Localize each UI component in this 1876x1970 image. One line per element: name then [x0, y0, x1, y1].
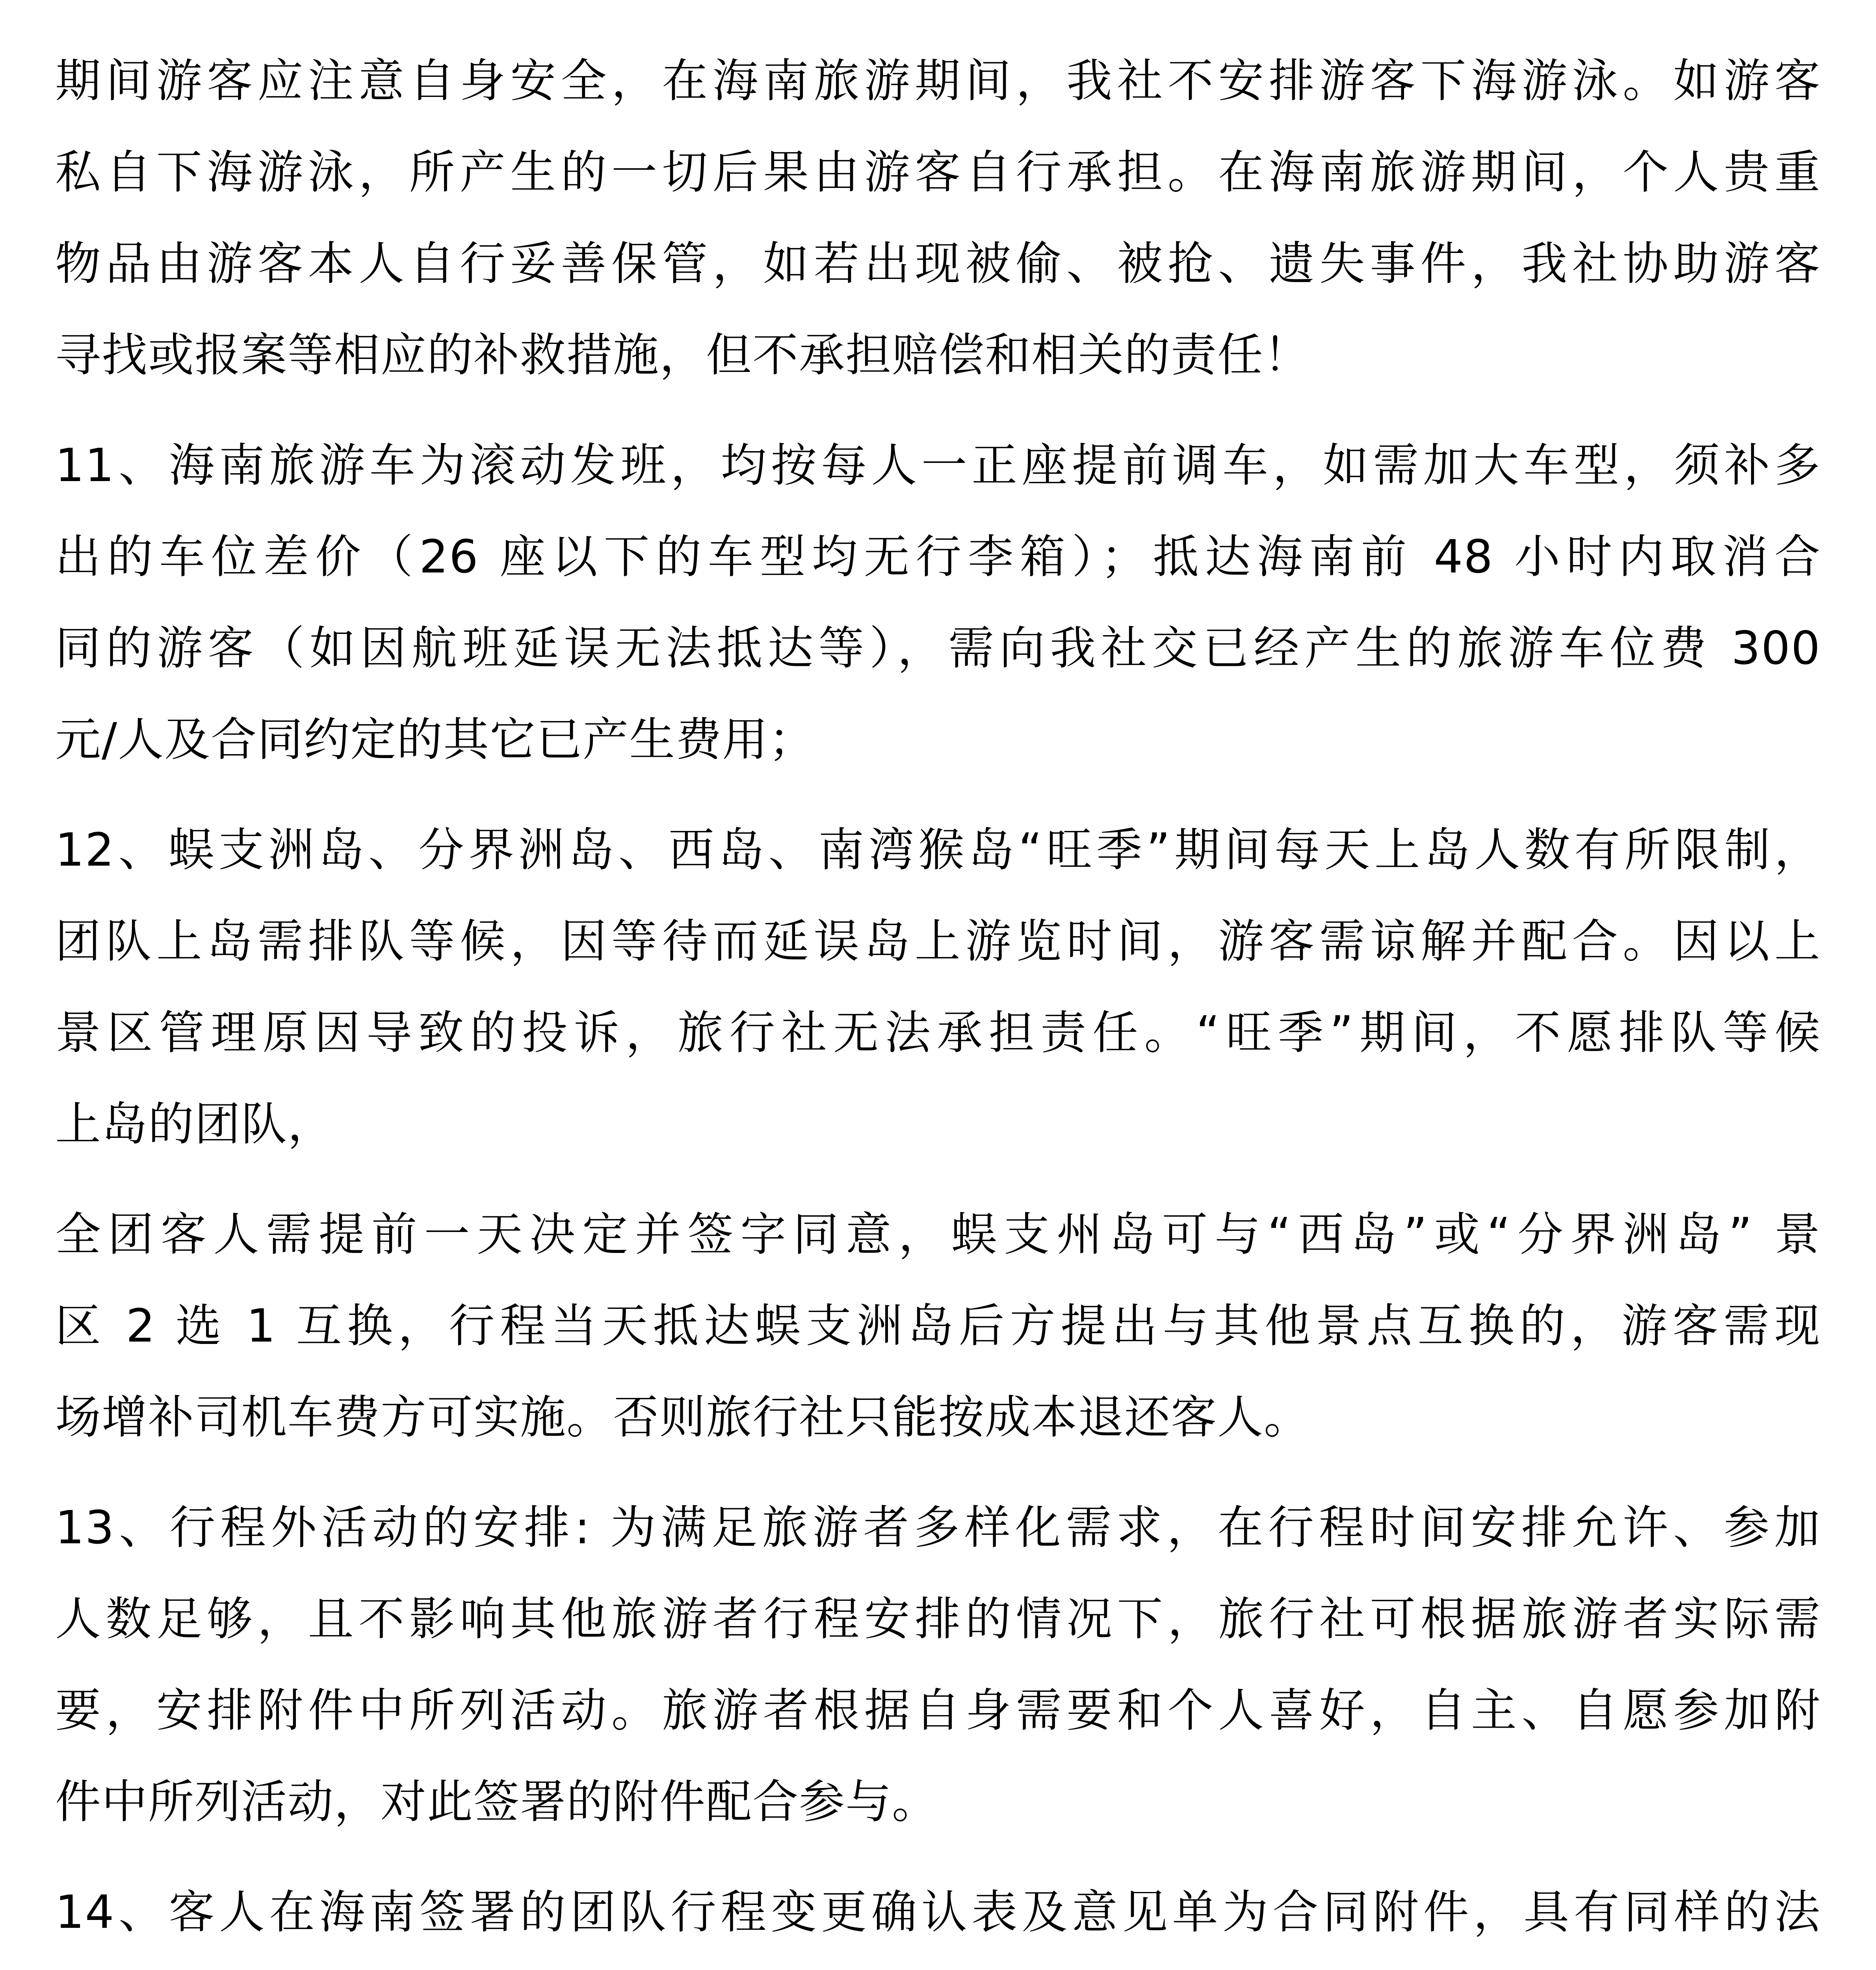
paragraph-item-14	[55, 1867, 1821, 1970]
paragraph-item-12	[55, 805, 1821, 1170]
text-line: 期间游客应注意自身安全，在海南旅游期间，我社不安排游客下海游泳。如游客	[55, 54, 1821, 108]
text-line: 12、蜈支洲岛、分界洲岛、西岛、南湾猴岛“旺季”期间每天上岛人数有所限制，	[55, 823, 1821, 877]
text-line: 团队上岛需排队等候，因等待而延误岛上游览时间，游客需谅解并配合。因以上	[55, 915, 1821, 968]
text-line: 物品由游客本人自行妥善保管，如若出现被偷、被抢、遗失事件，我社协助游客	[55, 237, 1821, 290]
text-line: 13、行程外活动的安排: 为满足旅游者多样化需求，在行程时间安排允许、参加	[55, 1501, 1821, 1554]
text-line: 要，安排附件中所列活动。旅游者根据自身需要和个人喜好，自主、自愿参加附	[55, 1684, 1821, 1737]
text-line: 场增补司机车费方可实施。否则旅行社只能按成本退还客人。	[55, 1391, 1310, 1444]
text-line: 11、海南旅游车为滚动发班，均按每人一正座提前调车，如需加大车型，须补多	[55, 439, 1821, 492]
paragraph-item-11	[55, 420, 1821, 786]
text-line: 全团客人需提前一天决定并签字同意，蜈支州岛可与“西岛”或“分界洲岛” 景	[55, 1208, 1821, 1261]
text-line: 上岛的团队，	[55, 1098, 334, 1151]
text-line: 人数足够，且不影响其他旅游者行程安排的情况下，旅行社可根据旅游者实际需	[55, 1593, 1821, 1646]
text-line: 私自下海游泳，所产生的一切后果由游客自行承担。在海南旅游期间，个人贵重	[55, 146, 1821, 199]
paragraph-item-13	[55, 1482, 1821, 1848]
text-line: 区 2 选 1 互换，行程当天抵达蜈支洲岛后方提出与其他景点互换的，游客需现	[55, 1299, 1821, 1353]
text-line: 出的车位差价（26 座以下的车型均无行李箱）；抵达海南前 48 小时内取消合	[55, 530, 1821, 584]
paragraph-item-12-continued	[55, 1189, 1821, 1463]
paragraph-safety	[55, 35, 1821, 401]
text-line: 寻找或报案等相应的补救措施，但不承担赔偿和相关的责任！	[55, 329, 1310, 382]
text-line: 景区管理原因导致的投诉，旅行社无法承担责任。“旺季”期间，不愿排队等候	[55, 1006, 1821, 1059]
text-line: 件中所列活动，对此签署的附件配合参与。	[55, 1775, 938, 1829]
text-line: 14、客人在海南签署的团队行程变更确认表及意见单为合同附件，具有同样的法	[55, 1886, 1821, 1939]
text-line	[55, 1958, 1821, 1970]
text-line: 元/人及合同约定的其它已产生费用；	[55, 713, 815, 766]
text-line: 同的游客（如因航班延误无法抵达等），需向我社交已经产生的旅游车位费 300	[55, 622, 1821, 675]
